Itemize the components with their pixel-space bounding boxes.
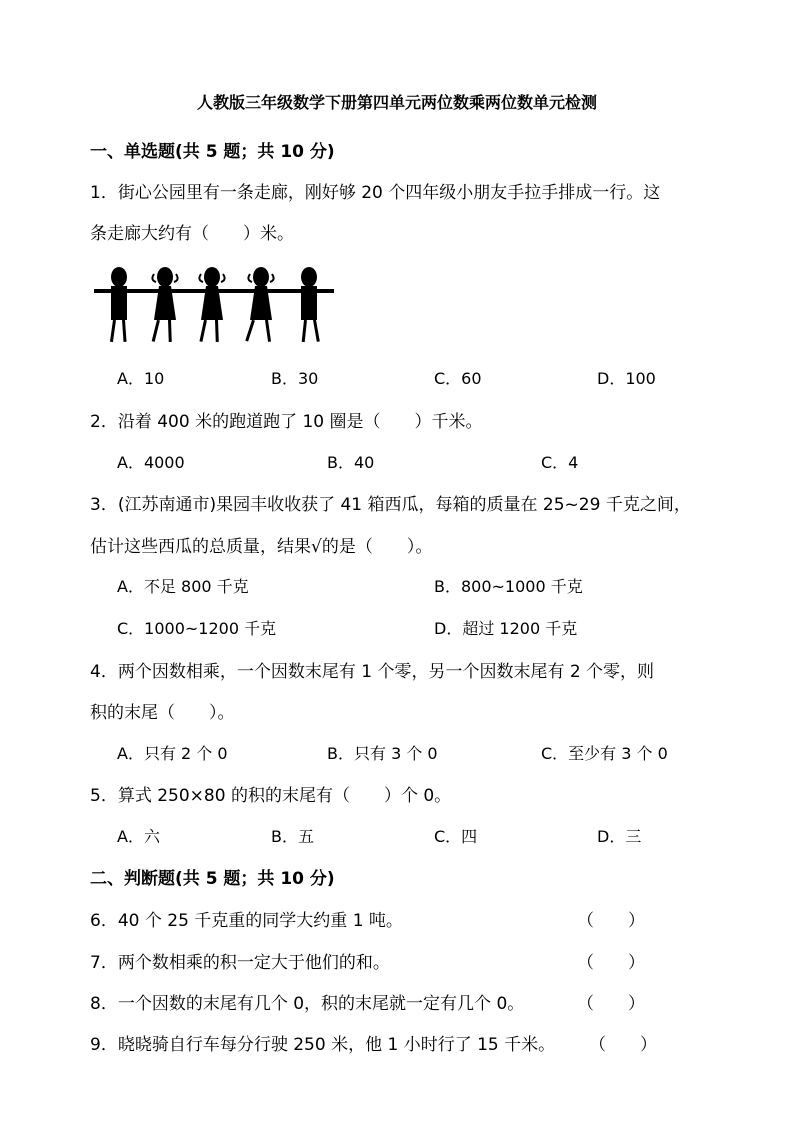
- question-2-line-1: 2．沿着 400 米的跑道跑了 10 圈是（ ）千米。: [90, 412, 483, 432]
- question-3-line-1: 3．(江苏南通市)果园丰收收获了 41 箱西瓜，每箱的质量在 25~29 千克之间，: [90, 495, 691, 515]
- worksheet-title: 人教版三年级数学下册第四单元两位数乘两位数单元检测: [196, 93, 597, 112]
- q2-option-c[interactable]: C．4: [541, 453, 579, 472]
- section-heading-single-choice: 一、单选题(共 5 题；共 10 分): [90, 142, 335, 162]
- q1-option-c[interactable]: C．60: [434, 369, 482, 388]
- children-holding-hands-figure: [94, 262, 338, 348]
- q1-option-d[interactable]: D．100: [597, 369, 656, 388]
- question-9-text: 9．晓晓骑自行车每分行驶 250 米，他 1 小时行了 15 千米。: [90, 1035, 556, 1055]
- question-6-answer-bracket[interactable]: （ ）: [577, 911, 645, 931]
- q5-option-d[interactable]: D．三: [597, 827, 642, 846]
- question-1-line-1: 1．街心公园里有一条走廊，刚好够 20 个四年级小朋友手拉手排成一行。这: [90, 183, 661, 203]
- q3-option-b[interactable]: B．800~1000 千克: [434, 577, 583, 596]
- q5-option-a[interactable]: A．六: [117, 827, 160, 846]
- child-figure-2: [152, 267, 178, 342]
- child-figure-3: [199, 267, 224, 342]
- q5-option-b[interactable]: B．五: [271, 827, 314, 846]
- question-4-line-1: 4．两个因数相乘，一个因数末尾有 1 个零，另一个因数末尾有 2 个零，则: [90, 662, 655, 682]
- q3-option-a[interactable]: A．不足 800 千克: [117, 577, 249, 596]
- question-7-answer-bracket[interactable]: （ ）: [577, 953, 645, 973]
- q4-option-a[interactable]: A．只有 2 个 0: [117, 744, 228, 763]
- question-4-line-2: 积的末尾（ ）。: [90, 703, 235, 723]
- question-8-answer-bracket[interactable]: （ ）: [577, 994, 645, 1014]
- q3-option-d[interactable]: D．超过 1200 千克: [434, 619, 578, 638]
- question-5-line-1: 5．算式 250×80 的积的末尾有（ ）个 0。: [90, 786, 452, 806]
- q2-option-b[interactable]: B．40: [327, 453, 375, 472]
- child-figure-4: [245, 267, 273, 342]
- q1-option-a[interactable]: A．10: [117, 369, 165, 388]
- q4-option-b[interactable]: B．只有 3 个 0: [327, 744, 438, 763]
- section-heading-true-false: 二、判断题(共 5 题；共 10 分): [90, 869, 335, 889]
- q4-option-c[interactable]: C．至少有 3 个 0: [541, 744, 668, 763]
- q2-option-a[interactable]: A．4000: [117, 453, 185, 472]
- question-8-text: 8．一个因数的末尾有几个 0，积的末尾就一定有几个 0。: [90, 994, 525, 1014]
- child-figure-5: [301, 267, 320, 342]
- q5-option-c[interactable]: C．四: [434, 827, 478, 846]
- question-7-text: 7．两个数相乘的积一定大于他们的和。: [90, 953, 390, 973]
- question-6-text: 6．40 个 25 千克重的同学大约重 1 吨。: [90, 911, 403, 931]
- question-1-line-2: 条走廊大约有（ ）米。: [90, 224, 294, 244]
- question-9-answer-bracket[interactable]: （ ）: [589, 1035, 657, 1055]
- q3-option-c[interactable]: C．1000~1200 千克: [117, 619, 277, 638]
- q1-option-b[interactable]: B．30: [271, 369, 319, 388]
- question-3-line-2: 估计这些西瓜的总质量，结果√的是（ ）。: [90, 537, 433, 557]
- child-figure-1: [110, 267, 127, 342]
